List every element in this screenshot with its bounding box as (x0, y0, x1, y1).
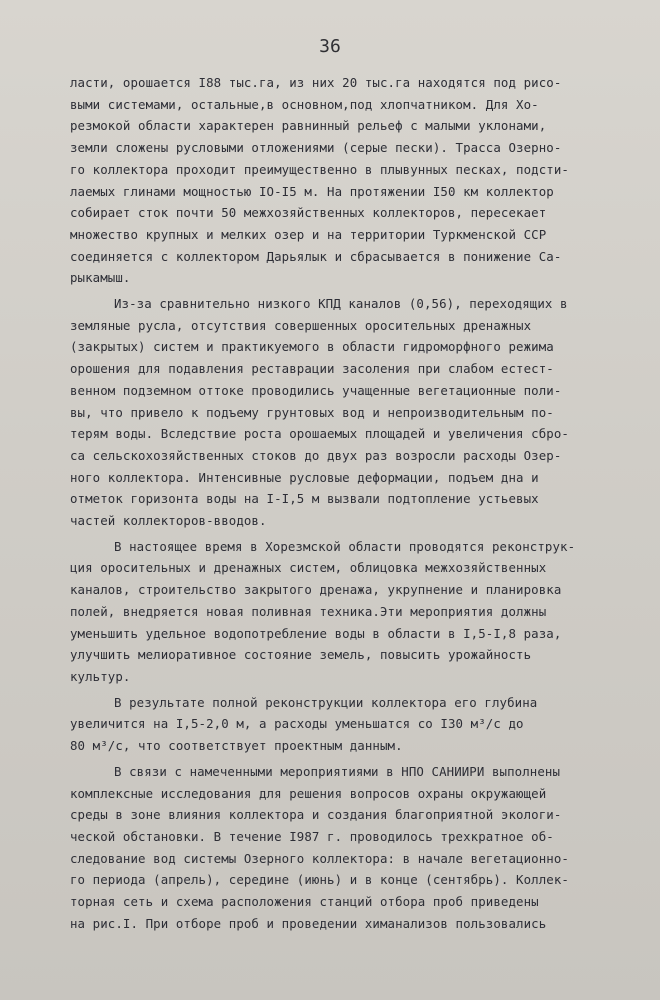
text-line: множество крупных и мелких озер и на территории Туркменской ССР (70, 226, 547, 242)
text-line: земляные русла, отсутствия совершенных оросительных дренажных (70, 317, 532, 333)
text-line: лаемых глинами мощностью IO-I5 м. На протяжении I50 км коллектор (70, 183, 554, 199)
text-line: ция оросительных и дренажных систем, облицовка межхозяйственных (70, 560, 547, 576)
paragraph (70, 761, 630, 935)
text-line: культур. (70, 668, 131, 684)
text-line: В связи с намеченными мероприятиями в НПО САНИИРИ выполнены (114, 763, 561, 779)
paragraph (70, 692, 630, 757)
text-line: резмокой области характерен равнинный рельеф с малыми уклонами, (70, 118, 547, 134)
text-line: ческой обстановки. В течение I987 г. проводилось трехкратное об- (70, 828, 554, 844)
text-line: го коллектора проходит преимущественно в плывунных песках, подсти- (70, 161, 569, 177)
text-line: следование вод системы Озерного коллектора: в начале вегетационно- (70, 850, 569, 866)
text-line: земли сложены русловыми отложениями (серые пески). Трасса Озерно- (70, 140, 562, 156)
text-line: торная сеть и схема расположения станций отбора проб приведены (70, 894, 539, 910)
text-line: улучшить мелиоративное состояние земель, повысить урожайность (70, 647, 532, 663)
text-line: В результате полной реконструкции коллектора его глубина (114, 694, 538, 710)
text-line: на рис.I. При отборе проб и проведении химанализов пользовались (70, 915, 547, 931)
document-body (70, 72, 630, 938)
text-line: собирает сток почти 50 межхозяйственных коллекторов, пересекает (70, 205, 547, 221)
text-line: Из-за сравнительно низкого КПД каналов (0,56), переходящих в (114, 296, 568, 312)
text-line: соединяется с коллектором Дарьялык и сбрасывается в понижение Са- (70, 248, 562, 264)
text-line: среды в зоне влияния коллектора и создания благоприятной экологи- (70, 807, 562, 823)
text-line: вы, что привело к подъему грунтовых вод и непроизводительным по- (70, 404, 554, 420)
text-line: ного коллектора. Интенсивные русловые деформации, подъем дна и (70, 469, 539, 485)
text-line: терям воды. Вследствие роста орошаемых площадей и увеличения сбро- (70, 426, 569, 442)
paragraph (70, 536, 630, 688)
text-line: каналов, строительство закрытого дренажа, укрупнение и планировка (70, 582, 562, 598)
text-line: са сельскохозяйственных стоков до двух раз возросли расходы Озер- (70, 447, 562, 463)
text-line: венном подземном оттоке проводились учащенные вегетационные поли- (70, 382, 562, 398)
text-line: отметок горизонта воды на I-I,5 м вызвали подтопление устьевых (70, 491, 539, 507)
text-line: полей, внедряется новая поливная техника.Эти мероприятия должны (70, 603, 547, 619)
text-line: (закрытых) систем и практикуемого в области гидроморфного режима (70, 339, 554, 355)
text-line: орошения для подавления реставрации засоления при слабом естест- (70, 361, 554, 377)
page-number: 36 (319, 36, 341, 57)
text-line: го периода (апрель), середине (июнь) и в конце (сентябрь). Коллек- (70, 872, 569, 888)
text-line: В настоящее время в Хорезмской области проводятся реконструк- (114, 538, 576, 554)
paragraph (70, 72, 630, 289)
text-line: выми системами, остальные,в основном,под хлопчатником. Для Хо- (70, 96, 539, 112)
text-line: увеличится на I,5-2,0 м, а расходы уменьшатся со I30 м³/с до (70, 716, 524, 732)
paragraph (70, 293, 630, 532)
text-line: частей коллекторов-вводов. (70, 513, 267, 529)
text-line: рыкамыш. (70, 270, 131, 286)
text-line: 80 м³/с, что соответствует проектным данным. (70, 738, 403, 754)
text-line: уменьшить удельное водопотребление воды в области в I,5-I,8 раза, (70, 625, 562, 641)
text-line: комплексные исследования для решения вопросов охраны окружающей (70, 785, 547, 801)
text-line: ласти, орошается I88 тыс.га, из них 20 тыс.га находятся под рисо- (70, 75, 562, 90)
